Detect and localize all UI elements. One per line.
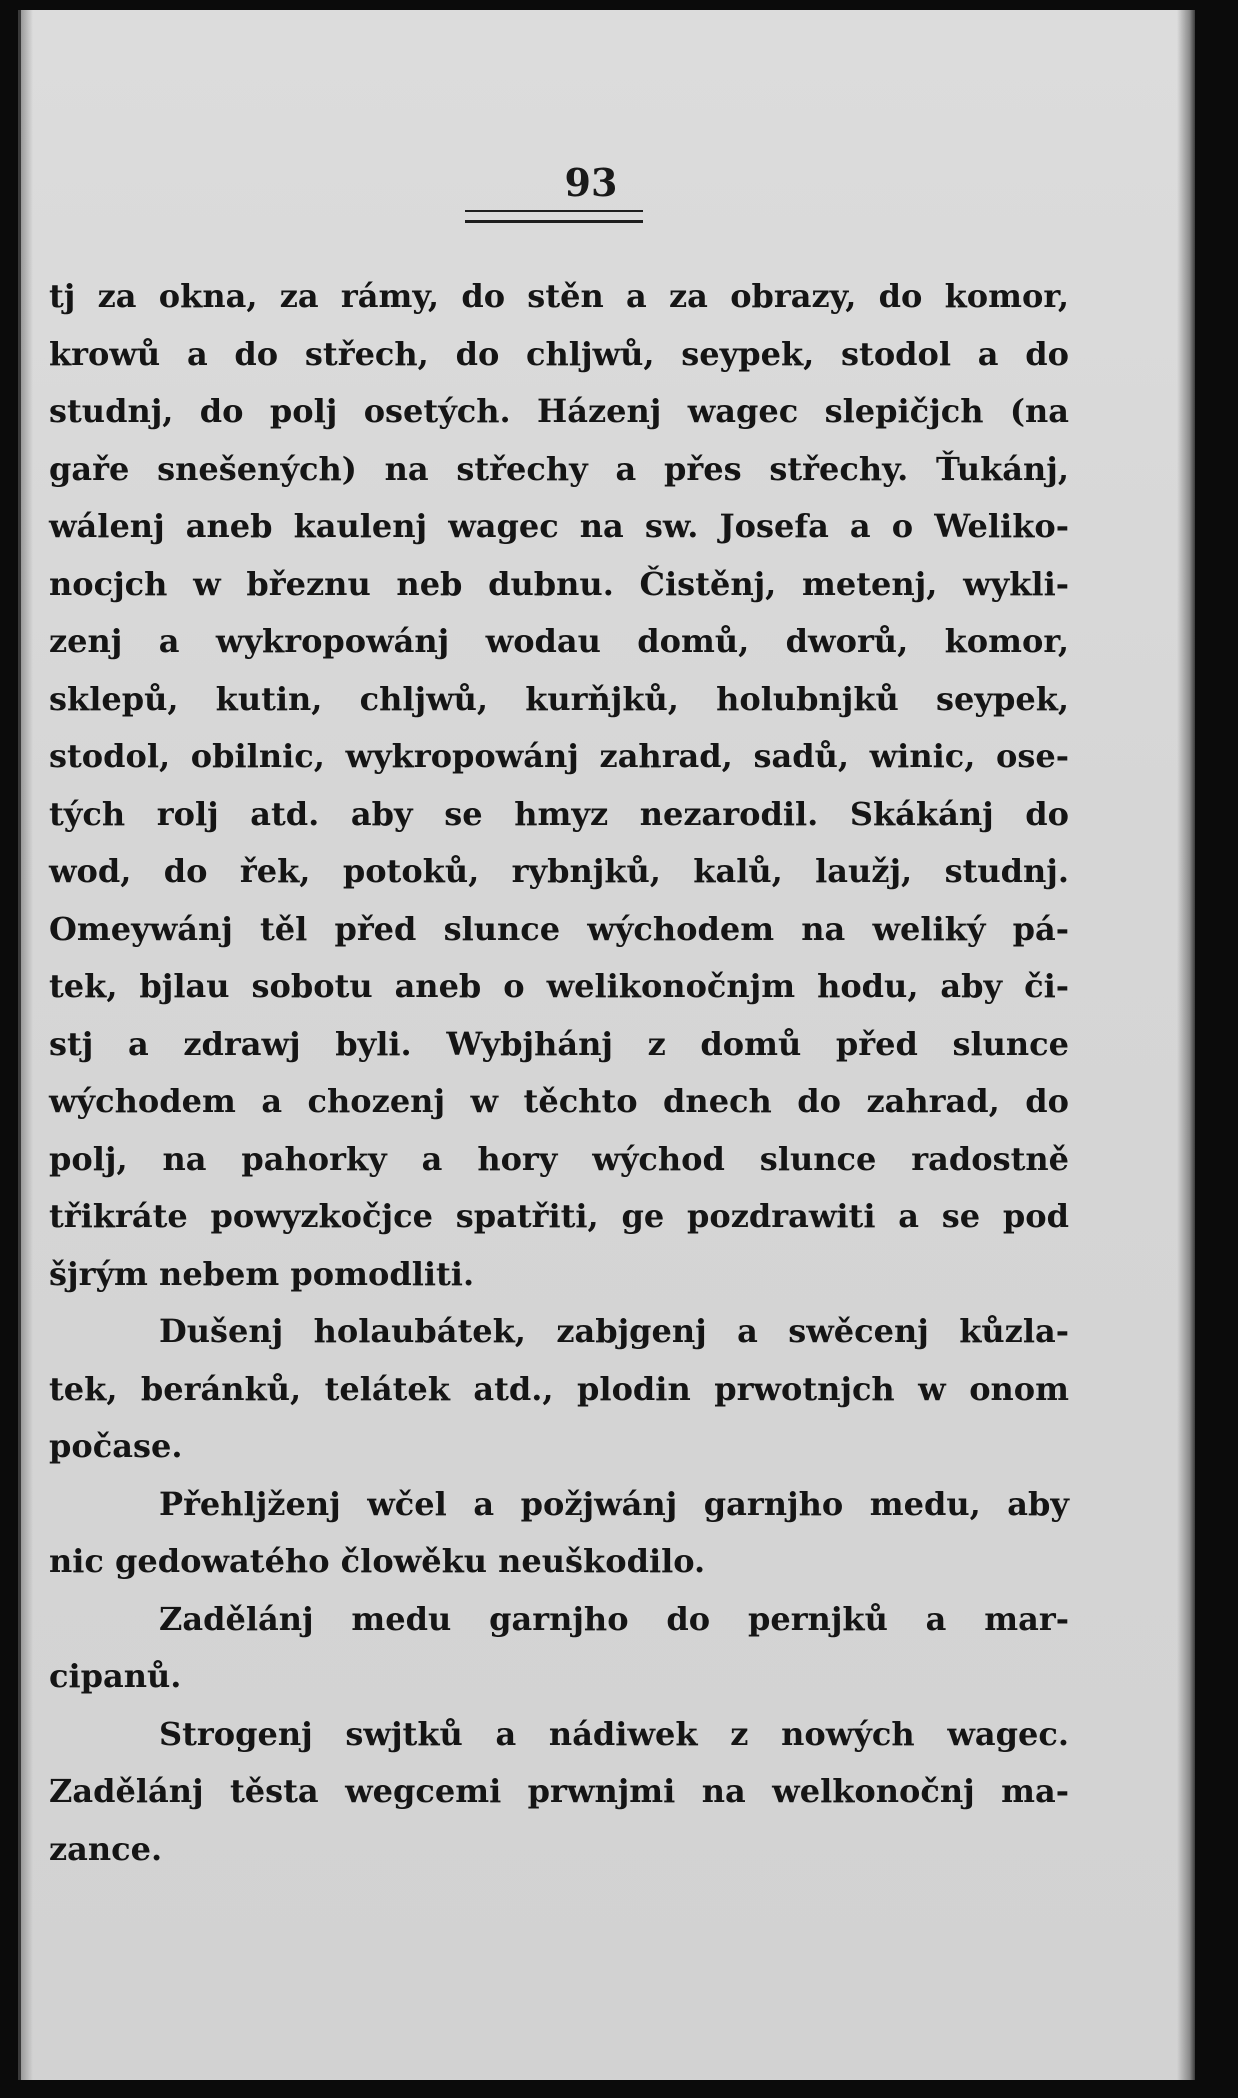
text-line: cipanů. — [49, 1657, 182, 1695]
text-line: stj a zdrawj byli. Wybjhánj z domů před slunce — [49, 1024, 1069, 1063]
text-line: Přehljženj wčel a požjwánj garnjho medu, aby — [159, 1484, 1069, 1523]
body-text — [49, 268, 1069, 1878]
text-line: zenj a wykropowánj wodau domů, dworů, komor, — [49, 622, 1069, 660]
text-line: tek, bjlau sobotu aneb o welikonočnjm hodu, aby či- — [49, 967, 1069, 1005]
text-line: počase. — [49, 1427, 183, 1465]
text-line: wýchodem a chozenj w těchto dnech do zahrad, do — [49, 1082, 1069, 1120]
text-line: Zadělánj těsta wegcemi prwnjmi na welkonočnj ma- — [49, 1772, 1069, 1810]
text-line: krowů a do střech, do chljwů, seypek, stodol a do — [49, 334, 1069, 373]
text-line: tek, beránků, telátek atd., plodin prwotnjch w onom — [49, 1369, 1069, 1408]
text-line: stodol, obilnic, wykropowánj zahrad, sadů, winic, ose- — [49, 737, 1069, 775]
text-line: wod, do řek, potoků, rybnjků, kalů, laužj, studnj. — [49, 852, 1069, 890]
header-rule — [465, 210, 643, 223]
text-line: tj za okna, za rámy, do stěn a za obrazy, do komor, — [49, 277, 1069, 315]
text-line: gaře snešených) na střechy a přes střechy. Ťukánj, — [49, 449, 1069, 488]
text-line: wálenj aneb kaulenj wagec na sw. Josefa a o Weliko- — [49, 507, 1069, 545]
text-line: Omeywánj těl před slunce wýchodem na weliký pá- — [49, 909, 1069, 948]
text-line: Strogenj swjtků a nádiwek z nowých wagec. — [159, 1714, 1069, 1753]
page-number: 93 — [564, 160, 618, 205]
text-line: sklepů, kutin, chljwů, kurňjků, holubnjků seypek, — [49, 679, 1069, 718]
text-line: třikráte powyzkočjce spatřiti, ge pozdrawiti a se pod — [49, 1197, 1069, 1235]
text-line: nic gedowatého člowěku neuškodilo. — [49, 1542, 706, 1580]
text-line: šjrým nebem pomodliti. — [49, 1254, 475, 1293]
text-line: zance. — [49, 1829, 163, 1868]
text-line: tých rolj atd. aby se hmyz nezarodil. Skákánj do — [49, 794, 1069, 833]
text-line: Zadělánj medu garnjho do pernjků a mar- — [159, 1599, 1069, 1638]
page-gutter-shadow — [21, 10, 33, 2080]
text-line: nocjch w březnu neb dubnu. Čistěnj, metenj, wykli- — [49, 564, 1069, 603]
book-page — [18, 10, 1193, 2080]
page-right-edge — [1177, 10, 1195, 2080]
text-line: polj, na pahorky a hory wýchod slunce radostně — [49, 1139, 1069, 1178]
text-line: studnj, do polj osetých. Házenj wagec slepičjch (na — [49, 392, 1069, 430]
text-line: Dušenj holaubátek, zabjgenj a swěcenj kůzla- — [159, 1312, 1069, 1350]
